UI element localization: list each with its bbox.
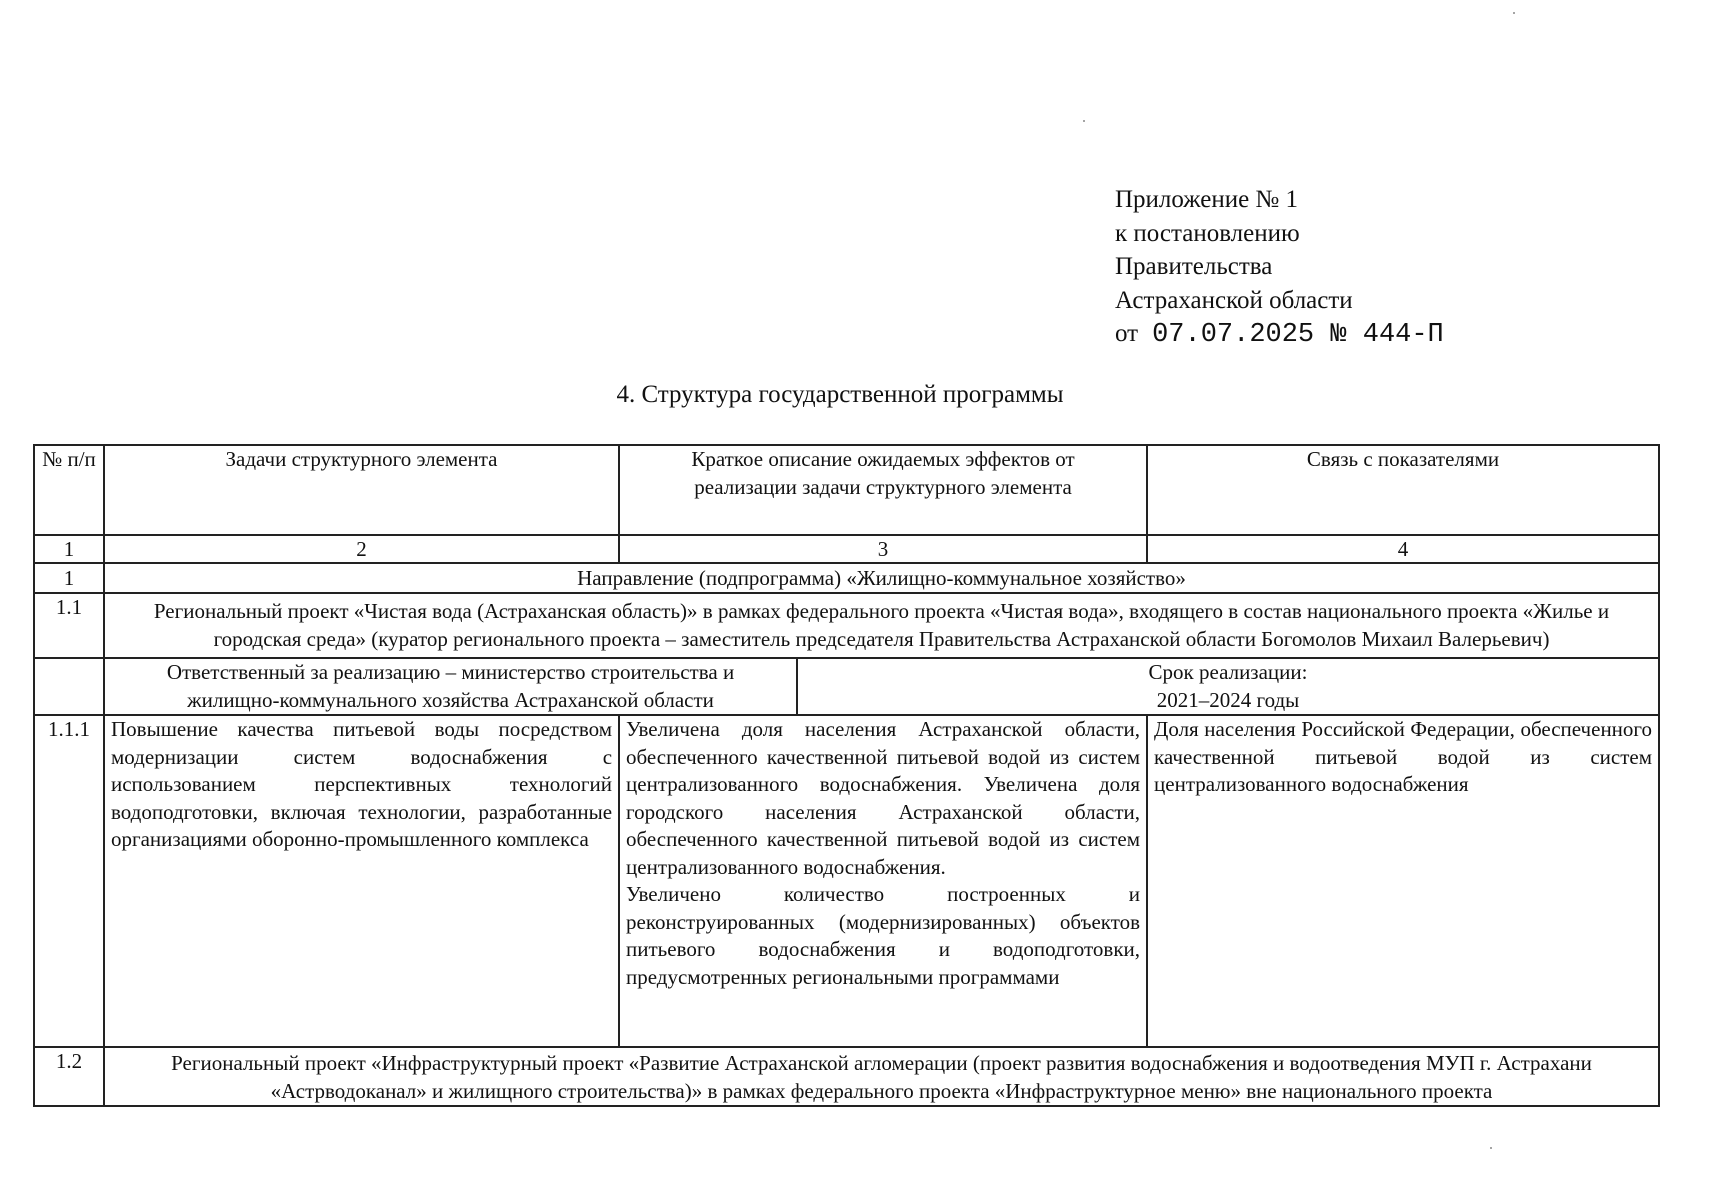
appendix-date-line [1115, 317, 1444, 353]
direction-row [34, 563, 1659, 593]
column-number-2: 2 [104, 535, 619, 563]
responsible-text: Ответственный за реализацию – министерство строительства и жилищно-коммунального хозяйства Астраханской области [104, 658, 797, 715]
term-label: Срок реализации: [1148, 660, 1308, 684]
project-1-1-num: 1.1 [34, 593, 104, 658]
project-1-2-row [34, 1047, 1659, 1106]
column-number-4: 4 [1147, 535, 1659, 563]
date-prefix: от [1115, 320, 1139, 347]
project-1-1-row [34, 593, 1659, 658]
task-1-1-1-effect-1: Увеличена доля населения Астраханской области, обеспеченного качественной питьевой водой из систем централизованного водоснабжения. Увеличена доля городского населения Астраханской области, обеспеченного качественной питьевой водой из систем централизованного водоснабжения. [626, 717, 1141, 879]
project-1-2-text-content: Региональный проект «Инфраструктурный проект «Развитие Астраханской агломерации (проект развития водоснабжения и водоотведения МУП г. Астрахани «Астрводоканал» и жилищного строительства)» в рамках федерального проекта «Инфраструктурное меню» вне национального проекта [171, 1051, 1592, 1103]
appendix-line-2: к постановлению [1115, 219, 1300, 247]
decree-date-number: 07.07.2025 № 444-П [1152, 320, 1444, 350]
project-1-2-text [104, 1047, 1659, 1106]
task-1-1-1-effect-2: Увеличено количество построенных и реконструированных (модернизированных) объектов питьевого водоснабжения и водоподготовки, предусмотренных региональными программами [626, 882, 1141, 989]
header-tasks: Задачи структурного элемента [104, 445, 619, 535]
column-number-3: 3 [619, 535, 1147, 563]
table-header-row [34, 445, 1659, 535]
column-number-1: 1 [34, 535, 104, 563]
header-num: № п/п [34, 445, 104, 535]
header-link: Связь с показателями [1147, 445, 1659, 535]
task-1-1-1-task: Повышение качества питьевой воды посредством модернизации систем водоснабжения с использованием перспективных технологий водоподготовки, включая технологии, разработанные организациями оборонно-промышленного комплекса [104, 715, 619, 1047]
appendix-header [1115, 183, 1444, 353]
responsible-num-empty [34, 658, 104, 715]
appendix-line-4: Астраханской области [1115, 286, 1353, 314]
column-number-row [34, 535, 1659, 563]
task-1-1-1-num: 1.1.1 [34, 715, 104, 1047]
scan-speck [1490, 1147, 1492, 1149]
header-effects: Краткое описание ожидаемых эффектов от реализации задачи структурного элемента [619, 445, 1147, 535]
section-title: 4. Структура государственной программы [616, 381, 1064, 408]
program-structure-table [33, 444, 1660, 1107]
task-1-1-1-indicator: Доля населения Российской Федерации, обеспеченного качественной питьевой водой из систем централизованного водоснабжения [1147, 715, 1659, 1047]
term-value: 2021–2024 годы [1156, 687, 1300, 712]
responsible-row [34, 658, 1659, 715]
task-1-1-1-row [34, 715, 1659, 1047]
scan-speck [1513, 12, 1515, 14]
term-cell [797, 658, 1659, 715]
direction-text: Направление (подпрограмма) «Жилищно-коммунальное хозяйство» [104, 563, 1659, 593]
appendix-line-1: Приложение № 1 [1115, 186, 1299, 213]
task-1-1-1-effects [619, 715, 1147, 1047]
project-1-1-text: Региональный проект «Чистая вода (Астраханская область)» в рамках федерального проекта «Чистая вода», входящего в состав национального проекта «Жилье и городская среда» (куратор регионального проекта – заместитель председателя Правительства Астраханской области Богомолов Михаил Валерьевич) [104, 593, 1659, 658]
project-1-2-num: 1.2 [34, 1047, 104, 1106]
appendix-line-3: Правительства [1115, 253, 1273, 280]
project-1-2-text-clip [117, 1050, 1646, 1105]
scan-speck [1083, 120, 1085, 122]
direction-num: 1 [34, 563, 104, 593]
